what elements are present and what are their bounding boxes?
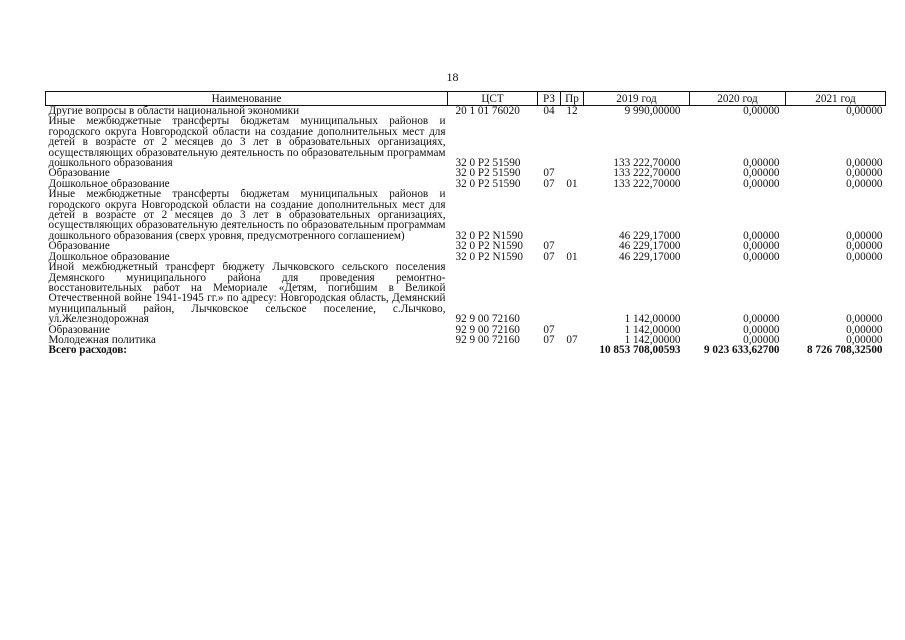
row-name: Образование: [48, 324, 110, 335]
row-pr: [561, 189, 584, 241]
total-pr: [561, 345, 584, 355]
table-row: [46, 252, 886, 262]
row-2021: 0,00000: [846, 313, 883, 325]
row-rz: 07: [543, 178, 555, 190]
row-2019: 1 142,00000: [624, 324, 681, 335]
row-name: Иные межбюджетные трансферты бюджетам муниципальных районов и городского округа Новгородской области на создание дополнительных мест для детей в возрасте от 2 месяцев до 3 лет в образовательных организациях, осуществляющих образовательную деятельность по образовательным программам дошкольного образования: [48, 116, 446, 169]
total-label: Всего расходов:: [48, 345, 128, 356]
expenditure-table: [45, 91, 886, 356]
row-name: Образование: [48, 241, 110, 252]
row-2021: 0,00000: [846, 334, 883, 346]
total-2021: 8 726 708,32500: [806, 345, 883, 356]
row-2020: 0,00000: [743, 178, 780, 190]
table-row: [46, 179, 886, 189]
row-cst: 32 0 P2 51590: [455, 157, 521, 169]
row-2019: 133 222,70000: [613, 168, 681, 179]
table-row: [46, 189, 886, 241]
row-pr: 12: [566, 105, 578, 117]
row-cst: 32 0 P2 N1590: [455, 251, 523, 263]
header-cst: ЦСТ: [448, 92, 538, 106]
row-pr: [561, 168, 584, 178]
row-cst: 32 0 P2 51590: [455, 168, 521, 179]
row-name: Молодежная политика: [48, 334, 156, 346]
table-row: [46, 325, 886, 335]
header-name: Наименование: [46, 92, 448, 106]
row-pr: [561, 325, 584, 335]
row-cst: 32 0 P2 N1590: [455, 229, 523, 242]
table-row: [46, 168, 886, 178]
header-rz: РЗ: [538, 92, 561, 106]
table-row: [46, 262, 886, 324]
row-rz: [538, 262, 561, 324]
row-2021: 0,00000: [846, 168, 883, 179]
row-rz: 07: [543, 324, 555, 335]
header-2020: 2020 год: [690, 92, 786, 106]
row-2021: 0,00000: [846, 105, 883, 117]
row-pr: 01: [566, 251, 578, 263]
row-rz: 07: [543, 241, 555, 252]
table-row: [46, 116, 886, 168]
row-name: Дошкольное образование: [48, 178, 170, 190]
table-row: [46, 335, 886, 345]
row-cst: 92 9 00 72160: [455, 324, 520, 335]
table-row: [46, 106, 886, 117]
row-2021: 0,00000: [846, 178, 883, 190]
row-2020: 0,00000: [743, 334, 780, 346]
row-name: Образование: [48, 168, 110, 179]
row-pr: 07: [566, 334, 578, 346]
row-name: Иные межбюджетные трансферты бюджетам муниципальных районов и городского округа Новгородской области на создание дополнительных мест для детей в возрасте от 2 месяцев до 3 лет в образовательных организациях, осуществляющих образовательную деятельность по образовательным программам дошкольного образования (сверх уровня, предусмотренного соглашением): [48, 189, 446, 242]
table-row: [46, 241, 886, 251]
row-2019: 133 222,70000: [613, 178, 681, 190]
row-name: Иной межбюджетный трансферт бюджету Лычковского сельского поселения Демянского муниципального района для проведения ремонтно-восстановительных работ на Мемориале «Детям, погибшим в Великой Отечественной войне 1941-1945 гг.» по адресу: Новгородская область, Демянский муниципальный район, Лычковское сельское поселение, с.Лычково, ул.Железнодорожная: [48, 262, 446, 325]
row-2020: 0,00000: [743, 251, 780, 263]
row-2019: 133 222,70000: [613, 157, 681, 169]
table-header-row: [46, 92, 886, 106]
row-2020: 0,00000: [743, 324, 780, 335]
total-row: [46, 345, 886, 355]
header-2021: 2021 год: [786, 92, 886, 106]
total-2019: 10 853 708,00593: [599, 345, 681, 356]
row-2021: 0,00000: [846, 324, 883, 335]
row-rz: 07: [543, 168, 555, 179]
row-rz: [538, 116, 561, 168]
total-cst: [448, 345, 538, 355]
row-2019: 1 142,00000: [624, 313, 681, 325]
row-pr: 01: [566, 178, 578, 190]
row-pr: [561, 262, 584, 324]
row-2020: 0,00000: [743, 157, 780, 169]
row-2019: 9 990,00000: [624, 105, 681, 117]
row-2020: 0,00000: [743, 168, 780, 179]
row-rz: 04: [543, 105, 555, 117]
row-rz: 07: [543, 334, 555, 346]
row-2020: 0,00000: [743, 105, 780, 117]
page-number: 18: [446, 70, 459, 84]
row-name: Дошкольное образование: [48, 251, 170, 263]
total-rz: [538, 345, 561, 355]
row-2021: 0,00000: [846, 229, 883, 242]
row-2020: 0,00000: [743, 313, 780, 325]
row-pr: [561, 116, 584, 168]
row-2021: 0,00000: [846, 157, 883, 169]
row-2019: 1 142,00000: [624, 334, 681, 346]
row-2021: 0,00000: [846, 241, 883, 252]
row-cst: 32 0 P2 N1590: [455, 241, 523, 252]
total-2020: 9 023 633,62700: [703, 345, 780, 356]
row-2019: 46 229,17000: [618, 241, 681, 252]
row-pr: [561, 241, 584, 251]
row-2019: 46 229,17000: [618, 251, 681, 263]
row-cst: 92 9 00 72160: [455, 313, 520, 325]
row-cst: 32 0 P2 51590: [455, 178, 521, 190]
row-name: Другие вопросы в области национальной экономики: [48, 105, 300, 117]
row-2021: 0,00000: [846, 251, 883, 263]
row-2020: 0,00000: [743, 229, 780, 242]
header-pr: Пр: [561, 92, 584, 106]
row-2019: 46 229,17000: [618, 229, 681, 242]
header-2019: 2019 год: [584, 92, 690, 106]
row-cst: 92 9 00 72160: [455, 334, 520, 346]
row-cst: 20 1 01 76020: [455, 105, 520, 117]
row-rz: 07: [543, 251, 555, 263]
row-rz: [538, 189, 561, 241]
row-2020: 0,00000: [743, 241, 780, 252]
